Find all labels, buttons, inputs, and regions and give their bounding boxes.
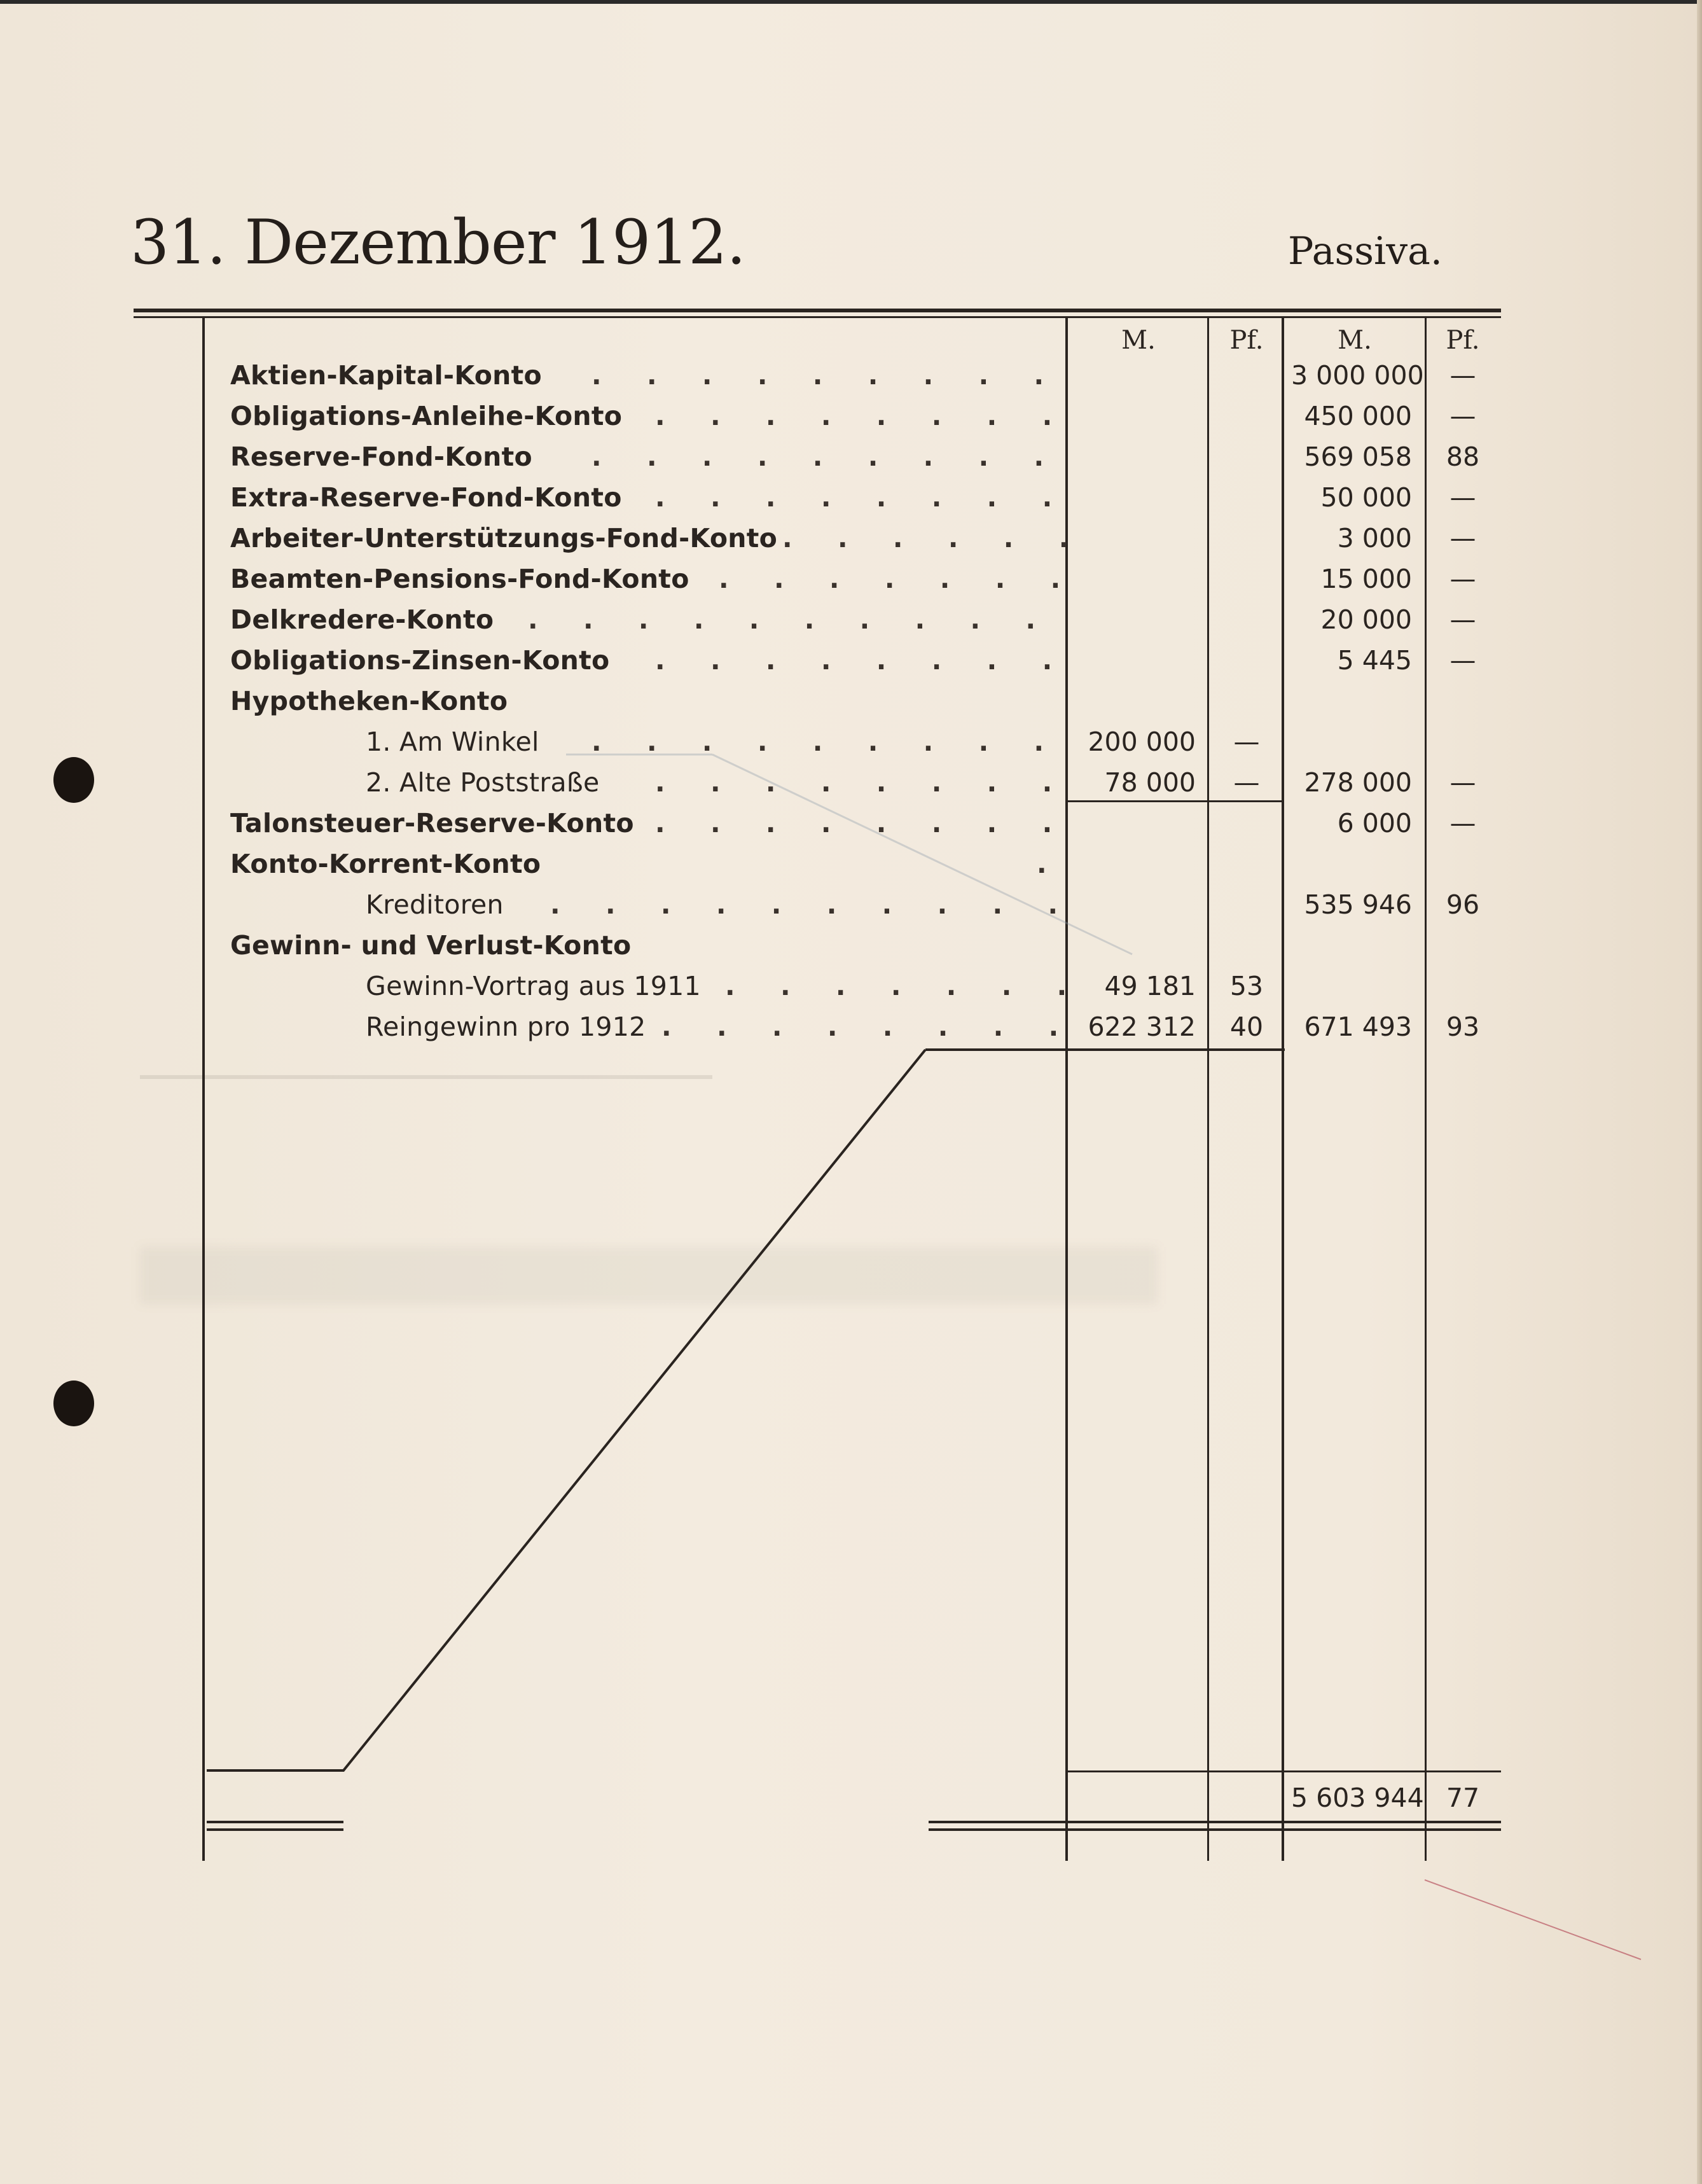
row-label: Hypotheken-Konto (230, 686, 508, 716)
value-mark: 3 000 (1337, 523, 1412, 553)
value-pfennig-inner: — (1233, 727, 1260, 757)
row-label: Obligations-Zinsen-Konto (230, 645, 610, 676)
value-pfennig: — (1449, 523, 1476, 553)
value-pfennig-inner: — (1233, 767, 1260, 798)
value-mark: 278 000 (1304, 767, 1412, 798)
value-mark: 450 000 (1304, 401, 1412, 431)
leader-dots: . . . . . . . . (661, 1012, 1059, 1042)
value-mark: 5 445 (1337, 645, 1412, 676)
col-header-m1: M. (1121, 326, 1156, 355)
leader-dots: . . . . . . . . (655, 401, 1053, 431)
value-pfennig: — (1449, 401, 1476, 431)
page-title: 31. Dezember 1912. (130, 207, 745, 278)
row-label: Arbeiter-Unterstützungs-Fond-Konto (230, 523, 778, 553)
value-mark: 3 000 000 (1291, 360, 1424, 391)
row-label: Talonsteuer-Reserve-Konto (230, 808, 634, 838)
value-pfennig: — (1449, 482, 1476, 513)
row-label: Extra-Reserve-Fond-Konto (230, 482, 622, 513)
row-label: Gewinn-Vortrag aus 1911 (366, 971, 701, 1001)
row-label: Beamten-Pensions-Fond-Konto (230, 564, 689, 594)
value-mark: 20 000 (1320, 604, 1412, 635)
value-mark: 569 058 (1304, 442, 1412, 472)
value-mark-inner: 622 312 (1088, 1012, 1196, 1042)
leader-dots: . . . . . . . . (655, 645, 1053, 676)
row-label: 1. Am Winkel (366, 727, 539, 757)
row-label: 2. Alte Poststraße (366, 767, 600, 798)
value-mark: 535 946 (1304, 889, 1412, 920)
value-mark-inner: 200 000 (1088, 727, 1196, 757)
total-mark: 5 603 944 (1291, 1783, 1424, 1813)
leader-dots: . . . . . . . . (655, 808, 1053, 838)
col-header-pf1: Pf. (1229, 326, 1264, 355)
row-label: Gewinn- und Verlust-Konto (230, 930, 632, 961)
value-pfennig: — (1449, 767, 1476, 798)
col-header-pf2: Pf. (1446, 326, 1480, 355)
leader-dots: . . . . . . . . . . (528, 604, 1036, 635)
leader-dots: . . . . . . . . (655, 482, 1053, 513)
row-label: Reingewinn pro 1912 (366, 1012, 646, 1042)
value-pfennig: — (1449, 564, 1476, 594)
value-pfennig-inner: 53 (1229, 971, 1264, 1001)
value-pfennig: — (1449, 360, 1476, 391)
leader-dots: . (1037, 849, 1047, 879)
value-mark: 15 000 (1320, 564, 1412, 594)
row-label: Reserve-Fond-Konto (230, 442, 532, 472)
row-label: Konto-Korrent-Konto (230, 849, 541, 879)
value-pfennig: 93 (1446, 1012, 1480, 1042)
leader-dots: . . . . . . . . . . (550, 889, 1058, 920)
value-pfennig: — (1449, 808, 1476, 838)
row-label: Aktien-Kapital-Konto (230, 360, 543, 391)
value-pfennig: — (1449, 645, 1476, 676)
value-mark: 6 000 (1337, 808, 1412, 838)
leader-dots: . . . . . . (782, 523, 1069, 553)
row-label: Obligations-Anleihe-Konto (230, 401, 623, 431)
value-pfennig: 88 (1446, 442, 1480, 472)
leader-dots: . . . . . . . . . (592, 360, 1044, 391)
leader-dots: . . . . . . . (719, 564, 1061, 594)
leader-dots: . . . . . . . (725, 971, 1067, 1001)
leader-dots: . . . . . . . . . (592, 727, 1044, 757)
value-mark-inner: 49 181 (1104, 971, 1196, 1001)
value-pfennig: — (1449, 604, 1476, 635)
value-pfennig: 96 (1446, 889, 1480, 920)
row-label: Kreditoren (366, 889, 504, 920)
value-mark: 671 493 (1304, 1012, 1412, 1042)
row-label: Delkredere-Konto (230, 604, 494, 635)
leader-dots: . . . . . . . . . (592, 442, 1044, 472)
total-pfennig: 77 (1446, 1783, 1480, 1813)
value-mark-inner: 78 000 (1104, 767, 1196, 798)
leader-dots: . . . . . . . . (655, 767, 1053, 798)
value-pfennig-inner: 40 (1229, 1012, 1264, 1042)
section-label-passiva: Passiva. (1288, 229, 1443, 274)
col-header-m2: M. (1338, 326, 1372, 355)
value-mark: 50 000 (1320, 482, 1412, 513)
